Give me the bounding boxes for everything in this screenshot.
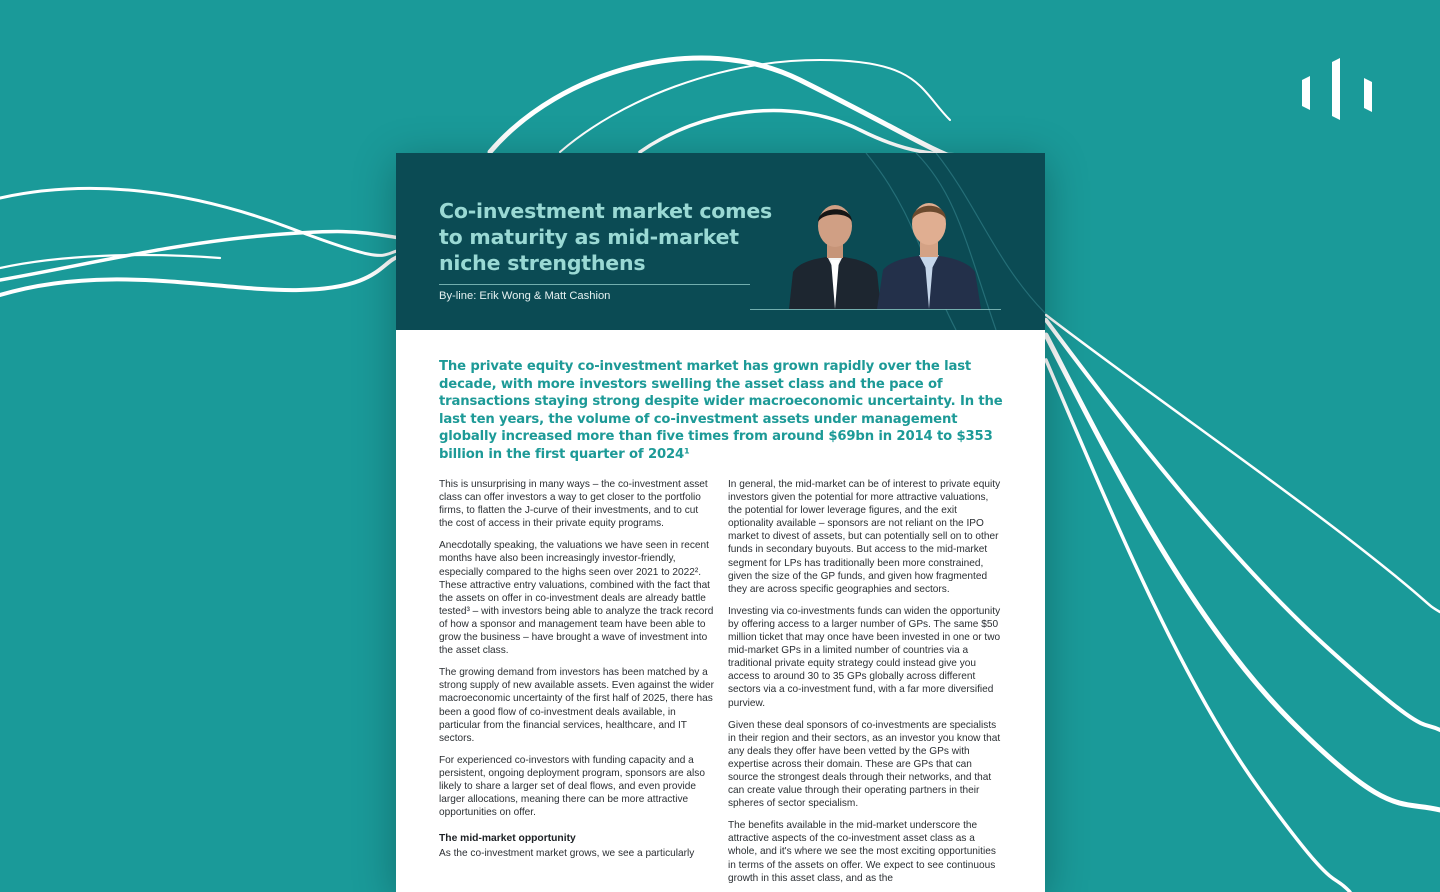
- right-column: [728, 478, 1004, 892]
- author-right-figure: [877, 203, 981, 309]
- left-column: [439, 478, 715, 869]
- body-paragraph: Anecdotally speaking, the valuations we have seen in recent months have also been increasingly investor-friendly, especially compared to the highs seen over 2021 to 2022². These attractive entry valuations, combined with the fact that the assets on offer in co-investment deals are already battle tested³ – with investors being able to analyze the track record of how a sponsor and management team have been able to grow the business – have brought a wave of investment into the asset class.: [439, 540, 714, 657]
- body-paragraph: Investing via co-investments funds can widen the opportunity by offering access to a larger number of GPs. The same $50 million ticket that may once have been invested in one or two mid-market GPs in a limited number of countries via a traditional private equity strategy could instead give you access to around 30 to 35 GPs globally across different sectors via a co-investment fund, with a far more diversified purview.: [728, 605, 1001, 709]
- body-paragraph: In general, the mid-market can be of interest to private equity investors given the potential for more attractive valuations, the potential for lower leverage figures, and the exit optionality available – sponsors are not reliant on the IPO market to divest of assets, but can potentially sell on to other funds in secondary buyouts. But access to the mid-market segment for LPs has traditionally been more constrained, given the size of the GP funds, and given how fragmented they are across specific geographies and sectors.: [728, 479, 1001, 595]
- section-subheading: The mid-market opportunity: [439, 833, 576, 845]
- author-left-figure: [789, 205, 881, 309]
- body-paragraph: Given these deal sponsors of co-investments are specialists in their region and their sectors, as an investor you know that any deals they offer have been vetted by the GPs with expertise across their domain. These are GPs that can source the strongest deals through their networks, and that can create value through their operating partners in their spheres of sector specialism.: [728, 719, 1001, 810]
- document-header: [396, 153, 1045, 330]
- body-paragraph: The benefits available in the mid-market underscore the attractive aspects of the co-investment asset class as a whole, and it's where we see the most exciting opportunities in terms of the assets on offer. We expect to see continuous growth in this asset class, and as the: [728, 820, 996, 884]
- body-paragraph: The growing demand from investors has been matched by a strong supply of new available assets. Even against the wider macroeconomic uncertainty of the first half of 2025, there has been a good flow of co-investment deals available, in particular from the financial services, healthcare, and IT sectors.: [439, 667, 714, 744]
- body-paragraph: This is unsurprising in many ways – the co-investment asset class can offer investors a way to get closer to the portfolio firms, to flatten the J-curve of their investments, and to cut the cost of access in their private equity programs.: [439, 479, 708, 530]
- author-portrait-photo: [789, 200, 981, 309]
- byline: By-line: Erik Wong & Matt Cashion: [439, 290, 611, 302]
- title-divider: [439, 284, 750, 285]
- brand-logo-icon: [1298, 58, 1378, 124]
- photo-divider: [750, 309, 1001, 310]
- body-paragraph: As the co-investment market grows, we see a particularly: [439, 848, 695, 860]
- document-title: Co-investment market comes to maturity as mid-market niche strengthens: [439, 199, 773, 275]
- lede-paragraph: The private equity co-investment market has grown rapidly over the last decade, with more investors swelling the asset class and the pace of transactions staying strong despite wider macroeconomic uncertainty. In the last ten years, the volume of co-investment assets under management globally increased more than five times from around $69bn in 2014 to $353 billion in the first quarter of 2024¹: [439, 359, 1003, 462]
- document-page: [396, 153, 1045, 892]
- body-paragraph: For experienced co-investors with funding capacity and a persistent, ongoing deployment program, sponsors are also likely to share a larger set of deal flows, and even provide larger allocations, meaning there can be more attractive opportunities on offer.: [439, 754, 705, 819]
